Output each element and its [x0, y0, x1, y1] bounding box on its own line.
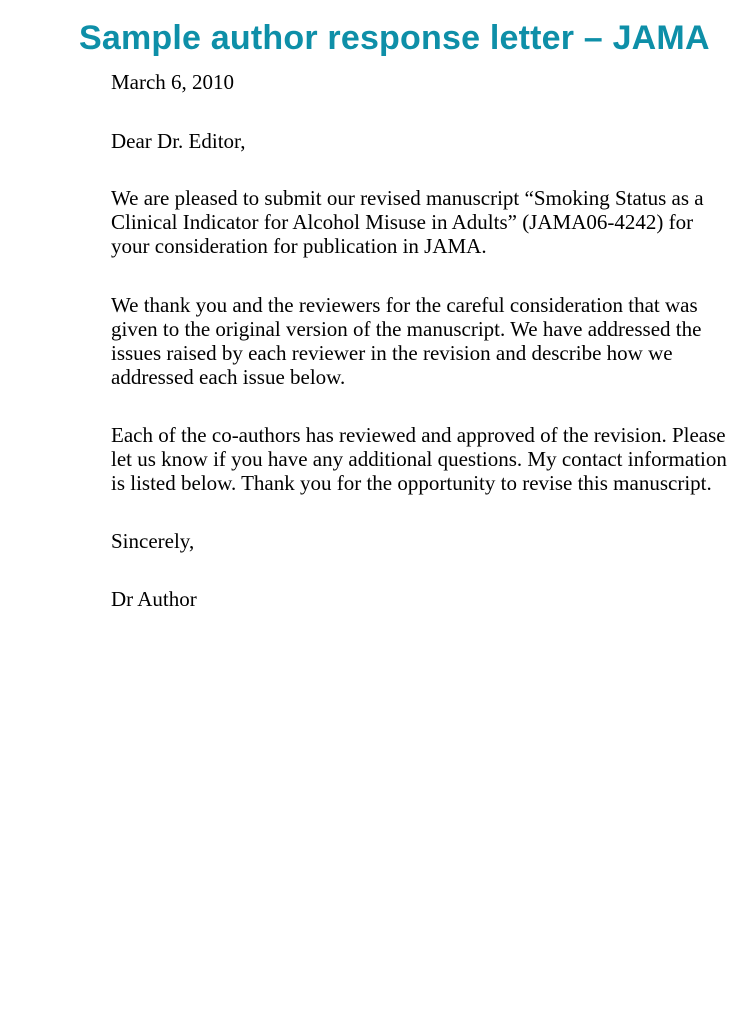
slide-title: Sample author response letter – JAMA: [79, 19, 710, 57]
letter-salutation: Dear Dr. Editor,: [111, 129, 246, 153]
paragraph-1-line-1: We are pleased to submit our revised manuscript “Smoking Status as a: [111, 186, 704, 210]
paragraph-1-line-2: Clinical Indicator for Alcohol Misuse in Adults” (JAMA06-4242) for: [111, 210, 694, 234]
letter-date: March 6, 2010: [111, 70, 235, 94]
paragraph-3-line-1: Each of the co-authors has reviewed and approved of the revision. Please: [111, 423, 726, 447]
paragraph-3-line-3: is listed below. Thank you for the opportunity to revise this manuscript.: [111, 471, 712, 495]
paragraph-1-line-3: your consideration for publication in JAMA.: [111, 234, 487, 258]
letter-closing: Sincerely,: [111, 529, 195, 553]
paragraph-2-line-1: We thank you and the reviewers for the careful consideration that was: [111, 293, 698, 317]
paragraph-3-line-2: let us know if you have any additional questions. My contact information: [111, 447, 727, 471]
letter-signature: Dr Author: [111, 587, 197, 611]
paragraph-2-line-2: given to the original version of the manuscript. We have addressed the: [111, 317, 702, 341]
paragraph-2-line-4: addressed each issue below.: [111, 365, 346, 389]
paragraph-2-line-3: issues raised by each reviewer in the revision and describe how we: [111, 341, 673, 365]
